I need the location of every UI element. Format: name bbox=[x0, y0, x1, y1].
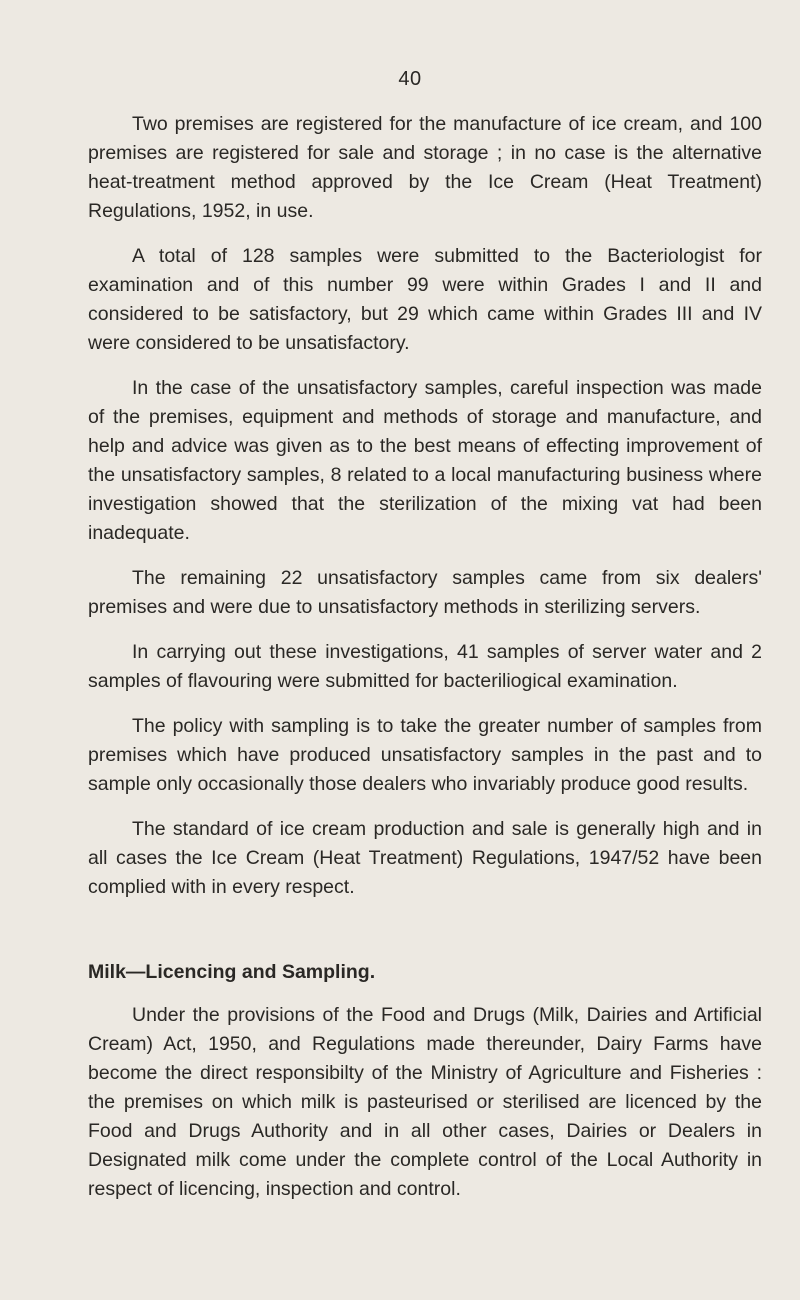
paragraph-investigations: In carrying out these investigations, 41 samples of server water and 2 samples of flavouring were submitted for bacteriliogical examination. bbox=[88, 641, 762, 692]
page-body bbox=[88, 110, 762, 1220]
paragraph-unsatisfactory-inspection: In the case of the unsatisfactory samples, careful inspection was made of the premises, equipment and methods of storage and manufacture, and help and advice was given as to the best means of effecting improvement of the unsatisfactory samples, 8 related to a local manufacturing business where investigation showed that the sterilization of the mixing vat had been inadequate. bbox=[88, 377, 762, 544]
page-number: 40 bbox=[398, 68, 422, 90]
paragraph-production-standard: The standard of ice cream production and sale is generally high and in all cases the Ice Cream (Heat Treatment) Regulations, 1947/52 have been complied with in every respect. bbox=[88, 818, 762, 898]
paragraph-sampling-policy: The policy with sampling is to take the greater number of samples from premises which have produced unsatisfactory samples in the past and to sample only occasionally those dealers who invariably produce good results. bbox=[88, 715, 762, 795]
section-heading-milk-licencing: Milk—Licencing and Sampling. bbox=[88, 961, 376, 983]
paragraph-ice-cream-premises: Two premises are registered for the manufacture of ice cream, and 100 premises are registered for sale and storage ; in no case is the alternative heat-treatment method approved by the Ice Cream (Heat Treatment) Regulations, 1952, in use. bbox=[88, 113, 762, 222]
paragraph-milk-provisions: Under the provisions of the Food and Drugs (Milk, Dairies and Artificial Cream) Act, 1950, and Regulations made thereunder, Dairy Farms have become the direct responsibilty of the Ministry of Agriculture and Fisheries : the premises on which milk is pasteurised or sterilised are licenced by the Food and Drugs Authority and in all other cases, Dairies or Dealers in Designated milk come under the complete control of the Local Authority in respect of licencing, inspection and control. bbox=[88, 1004, 762, 1200]
paragraph-dealers-premises: The remaining 22 unsatisfactory samples came from six dealers' premises and were due to unsatisfactory methods in sterilizing servers. bbox=[88, 567, 762, 618]
paragraph-samples-total: A total of 128 samples were submitted to the Bacteriologist for examination and of this number 99 were within Grades I and II and considered to be satisfactory, but 29 which came within Grades III and IV were considered to be unsatisfactory. bbox=[88, 245, 762, 354]
